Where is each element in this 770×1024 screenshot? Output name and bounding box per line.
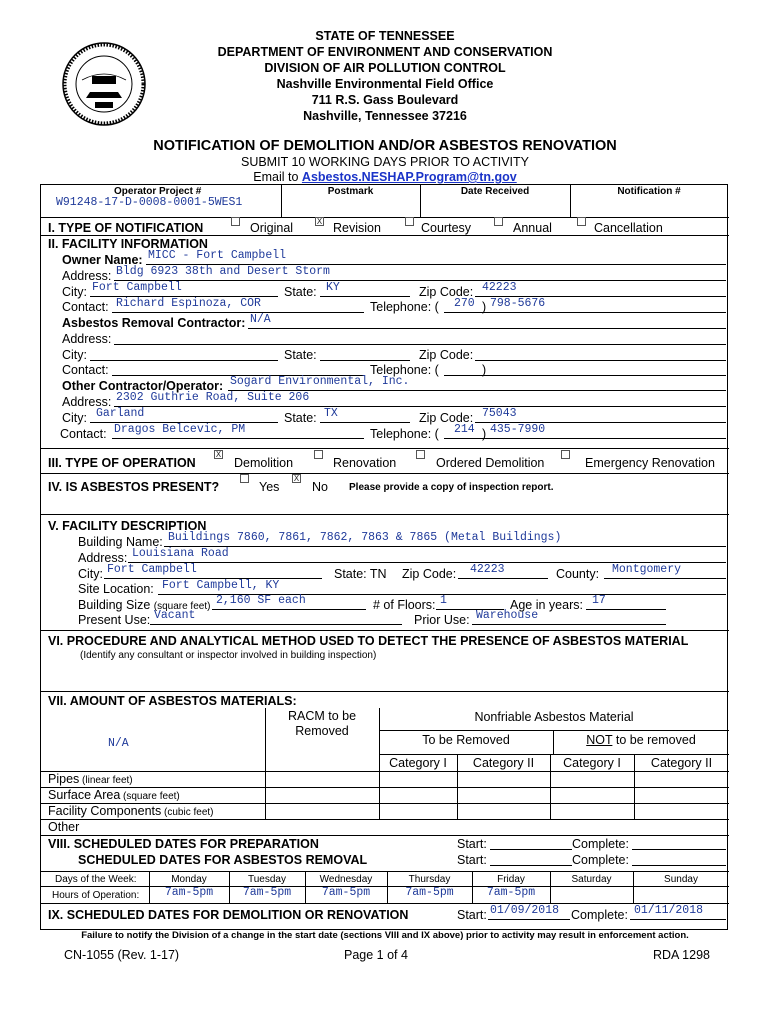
other-contractor-label: Other Contractor/Operator: — [62, 379, 224, 393]
email-line — [150, 170, 620, 184]
contractor-telephone-label: Telephone: ( — [370, 363, 439, 377]
section-v-title: V. FACILITY DESCRIPTION — [48, 519, 207, 533]
owner-name-label: Owner Name: — [62, 253, 143, 267]
cancellation-checkbox[interactable] — [577, 217, 586, 226]
section-vii-title: VII. AMOUNT OF ASBESTOS MATERIALS: — [48, 694, 297, 708]
state-field[interactable]: KY — [326, 281, 340, 294]
section-viii-title: VIII. SCHEDULED DATES FOR PREPARATION — [48, 837, 319, 851]
revision-checkbox[interactable]: X — [316, 217, 323, 226]
present-use-field[interactable]: Vacant — [154, 609, 196, 622]
header-line-4: Nashville Environmental Field Office — [276, 77, 494, 91]
other-contractor-field[interactable]: Sogard Environmental, Inc. — [230, 375, 410, 388]
other-zip-label: Zip Code: — [419, 411, 474, 425]
surface-unit: (square feet) — [120, 791, 180, 802]
facility-zip-field[interactable]: 42223 — [470, 563, 505, 576]
header-line-3: DIVISION OF AIR POLLUTION CONTROL — [264, 61, 506, 75]
facility-zip-label: Zip Code: — [402, 567, 457, 581]
asbestos-yes-label: Yes — [259, 480, 280, 494]
address-label: Address: — [62, 269, 112, 283]
rda-number: RDA 1298 — [653, 948, 710, 962]
tennessee-seal — [62, 42, 146, 126]
cat1-removed-header: Category I — [389, 756, 447, 770]
original-checkbox[interactable] — [231, 217, 240, 226]
form-number: CN-1055 (Rev. 1-17) — [64, 948, 180, 962]
other-address-label: Address: — [62, 395, 112, 409]
ordered-demolition-label: Ordered Demolition — [436, 456, 545, 470]
demo-start-field[interactable]: 01/09/2018 — [490, 904, 560, 917]
county-label: County: — [556, 567, 600, 581]
facility-city-field[interactable]: Fort Campbell — [107, 563, 197, 576]
hours-label: Hours of Operation: — [52, 890, 140, 901]
prior-use-label: Prior Use: — [414, 613, 470, 627]
prep-complete-label: Complete: — [572, 837, 629, 851]
demo-complete-label: Complete: — [571, 908, 628, 922]
section-vi-subtitle: (Identify any consultant or inspector involved in building inspection) — [80, 650, 377, 661]
ordered-demolition-checkbox[interactable] — [416, 450, 425, 459]
not-rest: to be removed — [612, 733, 696, 747]
email-prefix: Email to — [253, 170, 299, 184]
contractor-state-label: State: — [284, 348, 317, 362]
revision-label: Revision — [333, 221, 381, 235]
removal-dates-title: SCHEDULED DATES FOR ASBESTOS REMOVAL — [78, 853, 368, 867]
contractor-zip-label: Zip Code: — [419, 348, 474, 362]
cat2-removed-header: Category II — [472, 756, 535, 770]
other-contact-label: Contact: — [60, 427, 107, 441]
racm-header-line2: Removed — [295, 724, 349, 738]
header-line-1: STATE OF TENNESSEE — [315, 29, 455, 43]
hours-field-wednesday[interactable]: 7am-5pm — [321, 886, 371, 899]
other-city-label: City: — [62, 411, 87, 425]
racm-header-line1: RACM to be — [287, 709, 357, 723]
annual-label: Annual — [513, 221, 552, 235]
demolition-checkbox[interactable]: X — [215, 450, 222, 459]
asbestos-no-checkbox[interactable]: X — [293, 474, 300, 483]
floors-field[interactable]: 1 — [440, 594, 447, 607]
building-size-unit: (square feet) — [153, 601, 211, 612]
section-iv-title: IV. IS ASBESTOS PRESENT? — [48, 480, 220, 494]
building-name-field[interactable]: Buildings 7860, 7861, 7862, 7863 & 7865 (Metal Buildings) — [168, 531, 562, 544]
building-name-label: Building Name: — [78, 535, 163, 549]
other-telephone-label: Telephone: ( — [370, 427, 439, 441]
facility-address-field[interactable]: Louisiana Road — [132, 547, 229, 560]
to-be-removed-header: To be Removed — [422, 733, 510, 747]
hours-field-monday[interactable]: 7am-5pm — [164, 886, 214, 899]
contact-field[interactable]: Richard Espinoza, COR — [116, 297, 261, 310]
operator-project-label: Operator Project # — [114, 186, 202, 197]
day-header-tuesday: Tuesday — [248, 874, 286, 885]
section-ix-title: IX. SCHEDULED DATES FOR DEMOLITION OR RENOVATION — [48, 908, 409, 922]
address-field[interactable]: Bldg 6923 38th and Desert Storm — [116, 265, 330, 278]
other-telephone-area-field[interactable]: 214 — [454, 423, 475, 436]
emergency-renovation-label: Emergency Renovation — [585, 456, 715, 470]
operator-project-field[interactable]: W91248-17-D-0008-0001-5WES1 — [56, 196, 243, 209]
demo-start-label: Start: — [457, 908, 487, 922]
courtesy-label: Courtesy — [421, 221, 472, 235]
telephone-number-field[interactable]: 798-5676 — [490, 297, 546, 310]
removal-complete-label: Complete: — [572, 853, 629, 867]
enforcement-warning: Failure to notify the Division of a change in the start date (sections VIII and IX above) prior to activity may result in enforcement action. — [81, 930, 689, 941]
renovation-checkbox[interactable] — [314, 450, 323, 459]
other-state-field[interactable]: TX — [324, 407, 338, 420]
asbestos-yes-checkbox[interactable] — [240, 474, 249, 483]
contractor-city-label: City: — [62, 348, 87, 362]
form-subtitle: SUBMIT 10 WORKING DAYS PRIOR TO ACTIVITY — [240, 155, 530, 169]
site-location-label: Site Location: — [78, 582, 154, 596]
day-header-friday: Friday — [497, 874, 525, 885]
components-unit: (cubic feet) — [161, 807, 214, 818]
zip-label: Zip Code: — [419, 285, 474, 299]
components-label: Facility Components — [48, 804, 162, 818]
other-city-field[interactable]: Garland — [96, 407, 145, 420]
site-location-field[interactable]: Fort Campbell, KY — [162, 579, 280, 592]
header-line-2: DEPARTMENT OF ENVIRONMENT AND CONSERVATION — [217, 45, 553, 59]
racm-na-value[interactable]: N/A — [108, 737, 129, 750]
contractor-contact-label: Contact: — [62, 363, 109, 377]
telephone-label: Telephone: ( — [370, 300, 439, 314]
not-to-be-removed-header — [553, 733, 729, 747]
cat2-not-removed-header: Category II — [650, 756, 713, 770]
asbestos-no-label: No — [312, 480, 328, 494]
other-row-label — [48, 820, 79, 834]
day-header-saturday: Saturday — [571, 874, 612, 885]
present-use-label: Present Use: — [78, 613, 151, 627]
renovation-label: Renovation — [333, 456, 397, 470]
components-row-label — [48, 804, 214, 818]
other-zip-field[interactable]: 75043 — [482, 407, 517, 420]
not-word: NOT — [586, 733, 613, 747]
demolition-label: Demolition — [234, 456, 294, 470]
state-label: State: — [284, 285, 317, 299]
pipes-row-label — [48, 772, 133, 786]
day-header-monday: Monday — [171, 874, 207, 885]
prior-use-field[interactable]: Warehouse — [476, 609, 539, 622]
facility-address-label: Address: — [78, 551, 128, 565]
age-field[interactable]: 17 — [592, 594, 606, 607]
building-size-field[interactable]: 2,160 SF each — [216, 594, 306, 607]
telephone-area-field[interactable]: 270 — [454, 297, 475, 310]
agency-header — [170, 28, 600, 124]
day-header-thursday: Thursday — [408, 874, 451, 885]
section-iii-title: III. TYPE OF OPERATION — [48, 456, 196, 470]
other-label: Other — [48, 820, 80, 834]
email-link[interactable]: Asbestos.NESHAP.Program@tn.gov — [301, 170, 517, 184]
section-i-title: I. TYPE OF NOTIFICATION — [48, 221, 204, 235]
date-received-label: Date Received — [460, 186, 530, 197]
city-label: City: — [62, 285, 87, 299]
other-telephone-number-field[interactable]: 435-7990 — [490, 423, 546, 436]
removal-start-label: Start: — [457, 853, 487, 867]
original-label: Original — [250, 221, 294, 235]
header-line-5: 711 R.S. Gass Boulevard — [311, 93, 459, 107]
notification-number-label: Notification # — [617, 186, 681, 197]
day-header-sunday: Sunday — [664, 874, 698, 885]
city-field[interactable]: Fort Campbell — [92, 281, 182, 294]
contractor-telephone-close: ) — [482, 363, 487, 377]
courtesy-checkbox[interactable] — [405, 217, 414, 226]
cat1-not-removed-header: Category I — [563, 756, 621, 770]
demo-complete-field[interactable]: 01/11/2018 — [634, 904, 704, 917]
removal-contractor-field[interactable]: N/A — [250, 313, 271, 326]
page-number: Page 1 of 4 — [344, 948, 408, 962]
annual-checkbox[interactable] — [494, 217, 503, 226]
section-vi-title: VI. PROCEDURE AND ANALYTICAL METHOD USED TO DETECT THE PRESENCE OF ASBESTOS MATERIAL — [48, 634, 689, 648]
contact-label: Contact: — [62, 300, 109, 314]
surface-row-label — [48, 788, 180, 802]
cancellation-label: Cancellation — [594, 221, 663, 235]
zip-field[interactable]: 42223 — [482, 281, 517, 294]
inspection-report-note: Please provide a copy of inspection report. — [349, 482, 554, 493]
surface-label: Surface Area — [48, 788, 121, 802]
removal-contractor-label: Asbestos Removal Contractor: — [62, 316, 246, 330]
county-field[interactable]: Montgomery — [612, 563, 682, 576]
days-of-week-label: Days of the Week: — [55, 874, 137, 885]
facility-city-label: City: — [78, 567, 103, 581]
day-header-wednesday: Wednesday — [319, 874, 373, 885]
other-contact-field[interactable]: Dragos Belcevic, PM — [114, 423, 246, 436]
age-label: Age in years: — [510, 598, 583, 612]
contractor-address-label: Address: — [62, 332, 112, 346]
floors-label: # of Floors: — [373, 598, 436, 612]
form-title: NOTIFICATION OF DEMOLITION AND/OR ASBESTOS RENOVATION — [153, 138, 617, 154]
racm-header — [265, 709, 379, 739]
header-line-6: Nashville, Tennessee 37216 — [303, 109, 467, 123]
hours-field-thursday[interactable]: 7am-5pm — [405, 886, 454, 899]
emergency-renovation-checkbox[interactable] — [561, 450, 570, 459]
section-ii-title: II. FACILITY INFORMATION — [48, 237, 208, 251]
pipes-label: Pipes — [48, 772, 80, 786]
other-state-label: State: — [284, 411, 317, 425]
hours-field-friday[interactable]: 7am-5pm — [486, 886, 536, 899]
pipes-unit: (linear feet) — [79, 775, 133, 786]
nonfriable-header: Nonfriable Asbestos Material — [474, 710, 634, 724]
hours-field-tuesday[interactable]: 7am-5pm — [242, 886, 292, 899]
facility-state: State: TN — [334, 567, 387, 581]
postmark-label: Postmark — [327, 186, 374, 197]
building-size-text: Building Size — [78, 598, 151, 612]
other-address-field[interactable]: 2302 Guthrie Road, Suite 206 — [116, 391, 310, 404]
prep-start-label: Start: — [457, 837, 487, 851]
telephone-close: ) — [482, 300, 487, 314]
other-telephone-close: ) — [482, 427, 487, 441]
owner-name-field[interactable]: MICC - Fort Campbell — [148, 249, 287, 262]
